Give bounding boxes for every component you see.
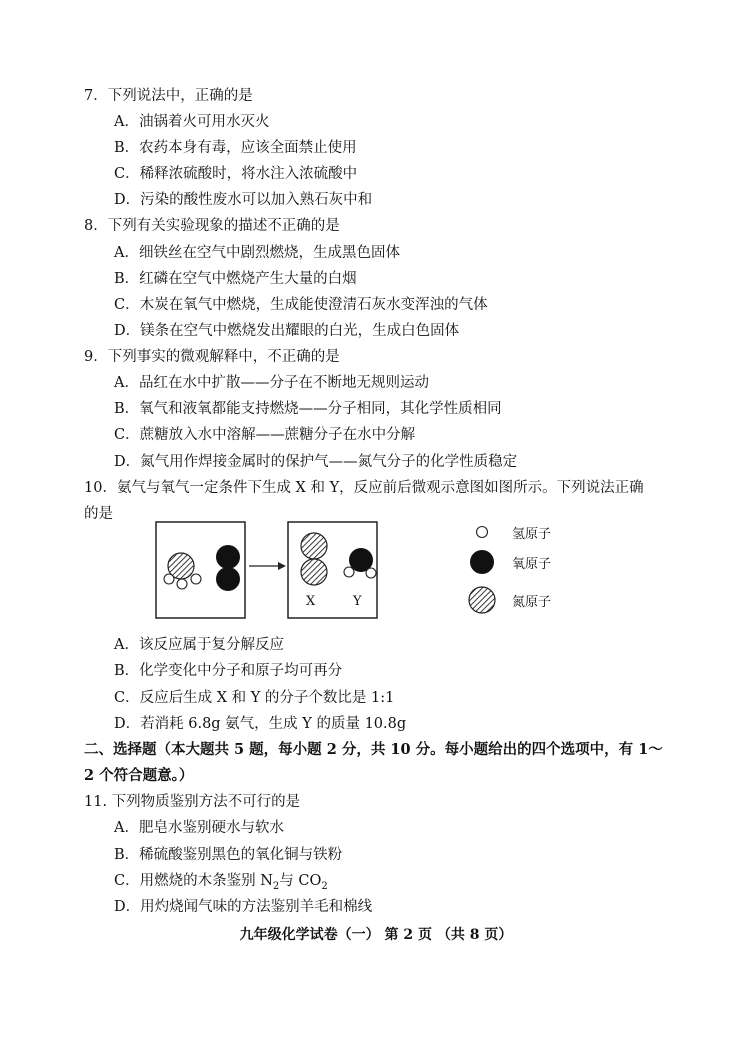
- q11-option-c-prefix: C．用燃烧的木条鉴别 N: [114, 873, 273, 889]
- q10-option-d: D．若消耗 6.8g 氨气，生成 Y 的质量 10.8g: [114, 716, 407, 732]
- label-x: X: [306, 594, 316, 609]
- section2-heading-line1: 二、选择题（本大题共 5 题，每小题 2 分，共 10 分。每小题给出的四个选项中，有 1～: [84, 741, 663, 758]
- q9-stem: 9．下列事实的微观解释中，不正确的是: [84, 349, 340, 365]
- q7-option-d: D．污染的酸性废水可以加入熟石灰中和: [114, 192, 373, 208]
- legend-nitrogen-label: 氮原子: [512, 595, 552, 610]
- q8-stem: 8．下列有关实验现象的描述不正确的是: [84, 218, 340, 234]
- reaction-arrow-head: [278, 562, 286, 570]
- oxygen-atom: [216, 545, 240, 569]
- q9-option-c: C．蔗糖放入水中溶解——蔗糖分子在水中分解: [114, 427, 416, 443]
- hydrogen-atom: [164, 574, 174, 584]
- q7-option-b: B．农药本身有毒，应该全面禁止使用: [114, 140, 357, 156]
- q9-option-a: A．品红在水中扩散——分子在不断地无规则运动: [114, 375, 429, 391]
- q10-option-c: C．反应后生成 X 和 Y 的分子个数比是 1:1: [114, 690, 395, 706]
- q11-option-b: B．稀硫酸鉴别黑色的氧化铜与铁粉: [114, 847, 343, 863]
- q11-option-c-sub2: 2: [321, 880, 328, 892]
- hydrogen-atom: [177, 579, 187, 589]
- legend-hydrogen-symbol: [477, 527, 488, 538]
- hydrogen-atom: [191, 574, 201, 584]
- q10-option-b: B．化学变化中分子和原子均可再分: [114, 663, 343, 679]
- page-footer: 九年级化学试卷（一） 第 2 页 （共 8 页）: [239, 927, 513, 943]
- nitrogen-atom: [301, 559, 327, 585]
- oxygen-atom: [216, 567, 240, 591]
- legend-oxygen-label: 氧原子: [512, 557, 552, 572]
- hydrogen-atom: [344, 567, 354, 577]
- q11-option-c: [114, 871, 328, 891]
- q7-option-a: A．油锅着火可用水灭火: [114, 114, 270, 130]
- legend-oxygen-symbol: [470, 550, 494, 574]
- q11-option-d: D．用灼烧闻气味的方法鉴别羊毛和棉线: [114, 899, 373, 915]
- legend-hydrogen-label: 氢原子: [512, 527, 552, 542]
- q8-option-d: D．镁条在空气中燃烧发出耀眼的白光，生成白色固体: [114, 323, 460, 339]
- q11-option-c-mid: 与 CO: [279, 873, 322, 889]
- q10-stem-line2: 的是: [84, 506, 113, 522]
- q8-option-a: A．细铁丝在空气中剧烈燃烧，生成黑色固体: [114, 245, 400, 261]
- q8-option-c: C．木炭在氧气中燃烧，生成能使澄清石灰水变浑浊的气体: [114, 297, 488, 313]
- reaction-diagram: [150, 518, 580, 624]
- q10-stem-line1: 10．氨气与氧气一定条件下生成 X 和 Y，反应前后微观示意图如图所示。下列说法正确: [84, 480, 644, 496]
- q9-option-b: B．氧气和液氧都能支持燃烧——分子相同，其化学性质相同: [114, 401, 502, 417]
- legend-nitrogen-symbol: [469, 587, 495, 613]
- label-y: Y: [353, 594, 362, 609]
- q11-option-c-sub1: 2: [272, 880, 280, 892]
- hydrogen-atom: [366, 568, 376, 578]
- q7-option-c: C．稀释浓硫酸时，将水注入浓硫酸中: [114, 166, 358, 182]
- q9-option-d: D．氮气用作焊接金属时的保护气——氮气分子的化学性质稳定: [114, 454, 518, 470]
- q11-option-a: A．肥皂水鉴别硬水与软水: [114, 820, 284, 836]
- q11-stem: 11. 下列物质鉴别方法不可行的是: [84, 794, 301, 810]
- section2-heading-line2: 2 个符合题意。）: [84, 767, 194, 784]
- nitrogen-atom: [301, 533, 327, 559]
- q7-stem: 7．下列说法中，正确的是: [84, 88, 253, 104]
- q8-option-b: B．红磷在空气中燃烧产生大量的白烟: [114, 271, 357, 287]
- q10-option-a: A．该反应属于复分解反应: [114, 637, 284, 653]
